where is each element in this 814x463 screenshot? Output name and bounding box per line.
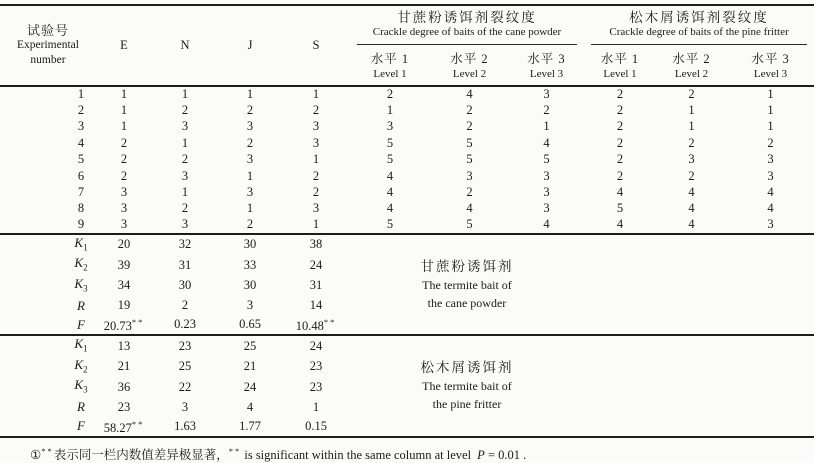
data-cell: 2 xyxy=(246,103,254,118)
footnote-en: is significant within the same column at level xyxy=(241,447,475,462)
data-cell: 3 xyxy=(246,185,254,200)
stat-value: 30 xyxy=(243,278,257,293)
data-cell: 2 xyxy=(312,185,320,200)
data-cell: 1 xyxy=(312,87,320,102)
row-number: 9 xyxy=(77,217,85,232)
col-header-en-line1: Experimental xyxy=(17,39,79,51)
significance-stars: ** xyxy=(228,445,242,456)
data-cell: 3 xyxy=(767,168,774,183)
data-cell: 3 xyxy=(312,119,320,134)
level-en: Level 3 xyxy=(753,68,788,80)
bait-group-label-en2: the cane powder xyxy=(427,295,507,310)
data-cell: 1 xyxy=(386,103,394,118)
data-cell: 2 xyxy=(616,168,624,183)
row-number: 8 xyxy=(77,201,85,216)
data-cell: 4 xyxy=(767,185,774,200)
data-cell: 5 xyxy=(466,152,473,167)
col-header-factor-E: E xyxy=(120,38,128,52)
data-cell: 4 xyxy=(616,185,624,200)
data-cell: 1 xyxy=(181,135,189,150)
stat-value: 39 xyxy=(117,257,131,272)
data-cell: 2 xyxy=(312,168,320,183)
data-cell: 1 xyxy=(181,185,189,200)
level-zh: 水平 1 xyxy=(370,52,410,66)
data-cell: 2 xyxy=(466,103,473,118)
data-cell: 1 xyxy=(688,103,695,118)
col-header-factor-J: J xyxy=(247,38,253,52)
bait-group-label-zh: 甘蔗粉诱饵剂 xyxy=(420,258,514,274)
significance-stars: ** xyxy=(323,317,337,328)
data-cell: 1 xyxy=(246,87,254,102)
data-cell: 4 xyxy=(688,217,695,232)
data-cell: 2 xyxy=(688,87,695,102)
data-cell: 3 xyxy=(688,152,695,167)
experiment-row xyxy=(0,201,814,217)
level-en: Level 3 xyxy=(529,68,564,80)
stat-value: 4 xyxy=(246,399,254,414)
row-number: 3 xyxy=(77,119,85,134)
data-cell: 2 xyxy=(120,135,128,150)
orthogonal-test-table xyxy=(0,4,814,438)
col-header-en-line2: number xyxy=(30,54,66,66)
footnote-p-symbol: P xyxy=(477,447,485,462)
group-header-cane-zh: 甘蔗粉诱饵剂裂纹度 xyxy=(397,9,537,25)
stat-row xyxy=(0,335,814,357)
data-cell: 1 xyxy=(120,87,128,102)
data-cell: 3 xyxy=(767,217,774,232)
significance-stars: ** xyxy=(131,418,145,429)
stat-value: 30 xyxy=(243,237,257,252)
level-en: Level 1 xyxy=(373,68,407,80)
data-cell: 1 xyxy=(120,103,128,118)
level-zh: 水平 1 xyxy=(600,52,640,66)
experiment-row xyxy=(0,102,814,118)
level-zh: 水平 3 xyxy=(751,52,790,66)
level-en: Level 2 xyxy=(452,68,487,80)
level-header-pine-1 xyxy=(584,48,656,86)
stat-value: 21 xyxy=(117,359,131,374)
stat-value: 0.15 xyxy=(305,418,327,433)
row-number: 4 xyxy=(77,135,85,150)
data-cell: 3 xyxy=(466,168,473,183)
stat-row-label: $K_1$ xyxy=(74,336,88,354)
stat-value: 19 xyxy=(117,298,131,313)
data-cell: 5 xyxy=(543,152,550,167)
level-header-pine-3 xyxy=(727,48,814,86)
empty-region xyxy=(584,234,814,336)
bait-group-label xyxy=(350,335,584,437)
level-zh: 水平 3 xyxy=(527,52,566,66)
footnote-circled-number: ① xyxy=(30,447,42,462)
stat-value: 22 xyxy=(178,379,192,394)
experiment-row xyxy=(0,168,814,184)
experiment-row xyxy=(0,217,814,233)
stat-value: 38 xyxy=(309,237,323,252)
data-cell: 4 xyxy=(466,201,473,216)
stat-value: 25 xyxy=(243,338,257,353)
col-header-zh: 试验号 xyxy=(26,23,69,38)
data-cell: 3 xyxy=(543,185,550,200)
data-cell: 3 xyxy=(386,119,394,134)
data-cell: 5 xyxy=(386,217,394,232)
data-cell: 5 xyxy=(386,152,394,167)
stat-value: 0.65 xyxy=(239,317,261,332)
data-cell: 2 xyxy=(616,103,624,118)
col-header-factor-S: S xyxy=(312,38,320,52)
stat-row xyxy=(0,234,814,256)
stat-value: 23 xyxy=(117,399,131,414)
data-cell: 4 xyxy=(386,168,394,183)
data-cell: 2 xyxy=(312,103,320,118)
footnote-p-value: = 0.01 . xyxy=(484,447,527,462)
data-cell: 4 xyxy=(543,135,550,150)
data-cell: 3 xyxy=(120,201,128,216)
stat-row-label: F xyxy=(77,418,85,434)
data-cell: 2 xyxy=(616,135,624,150)
data-cell: 3 xyxy=(181,217,189,232)
data-cell: 1 xyxy=(688,119,695,134)
stat-value: 14 xyxy=(309,298,323,313)
data-cell: 4 xyxy=(767,201,774,216)
data-cell: 3 xyxy=(312,201,320,216)
stat-value: 24 xyxy=(309,257,323,272)
data-cell: 2 xyxy=(386,87,394,102)
data-cell: 1 xyxy=(312,217,320,232)
stat-value: 31 xyxy=(178,257,192,272)
significance-stars: ** xyxy=(41,445,54,456)
data-cell: 3 xyxy=(120,185,128,200)
data-cell: 3 xyxy=(246,152,254,167)
level-zh: 水平 2 xyxy=(450,52,489,66)
data-cell: 1 xyxy=(767,119,774,134)
data-cell: 1 xyxy=(246,168,254,183)
data-cell: 4 xyxy=(386,201,394,216)
group-header-pine-fritter xyxy=(584,5,814,48)
data-cell: 2 xyxy=(120,168,128,183)
stat-value: 58.27** xyxy=(103,418,145,435)
footnote-zh: 表示同一栏内数值差异极显著， xyxy=(53,447,229,462)
table-header xyxy=(0,5,814,86)
col-header-experimental-number xyxy=(0,5,96,86)
data-cell: 4 xyxy=(688,185,695,200)
row-number: 2 xyxy=(77,103,85,118)
summary-block-cane xyxy=(0,234,814,336)
data-cell: 2 xyxy=(246,217,254,232)
experiment-row xyxy=(0,135,814,151)
level-header-pine-2 xyxy=(656,48,727,86)
experiment-rows xyxy=(0,86,814,234)
stat-value: 20 xyxy=(117,237,131,252)
data-cell: 2 xyxy=(688,135,695,150)
data-cell: 3 xyxy=(312,135,320,150)
level-header-cane-2 xyxy=(430,48,509,86)
experiment-row xyxy=(0,152,814,168)
data-cell: 3 xyxy=(246,119,254,134)
data-cell: 3 xyxy=(543,168,550,183)
data-cell: 4 xyxy=(386,185,394,200)
data-cell: 2 xyxy=(181,201,189,216)
group-header-cane-en: Crackle degree of baits of the cane powder xyxy=(372,25,562,38)
data-cell: 5 xyxy=(386,135,394,150)
data-cell: 2 xyxy=(616,119,624,134)
row-number: 5 xyxy=(77,152,85,167)
stat-value: 31 xyxy=(309,278,323,293)
data-cell: 1 xyxy=(246,201,254,216)
stat-value: 24 xyxy=(243,379,257,394)
data-cell: 1 xyxy=(120,119,128,134)
data-cell: 1 xyxy=(767,103,774,118)
stat-value: 10.48** xyxy=(295,317,337,334)
bait-group-label-zh: 松木屑诱饵剂 xyxy=(420,360,514,376)
bait-group-label-en1: The termite bait of xyxy=(422,277,512,292)
data-cell: 4 xyxy=(543,217,550,232)
data-cell: 2 xyxy=(466,185,473,200)
stat-row-label: F xyxy=(77,316,85,332)
row-number: 6 xyxy=(77,168,85,183)
paper-table-scan xyxy=(0,4,814,462)
stat-value: 32 xyxy=(178,237,192,252)
data-cell: 3 xyxy=(181,119,189,134)
level-en: Level 1 xyxy=(603,68,637,80)
summary-block-pine xyxy=(0,335,814,437)
experiment-row xyxy=(0,184,814,200)
stat-row-label: $K_2$ xyxy=(74,255,88,273)
row-number: 1 xyxy=(77,87,85,102)
data-cell: 1 xyxy=(767,87,774,102)
level-header-cane-1 xyxy=(350,48,430,86)
significance-stars: ** xyxy=(131,317,145,328)
data-cell: 4 xyxy=(466,87,473,102)
data-cell: 1 xyxy=(543,119,550,134)
data-cell: 2 xyxy=(616,152,624,167)
group-header-cane-powder xyxy=(350,5,584,48)
stat-value: 34 xyxy=(117,278,131,293)
stat-value: 23 xyxy=(178,338,192,353)
stat-row-label: $K_2$ xyxy=(74,356,88,375)
data-cell: 2 xyxy=(246,135,254,150)
level-zh: 水平 2 xyxy=(672,52,711,66)
data-cell: 3 xyxy=(767,152,774,167)
stat-value: 1.77 xyxy=(239,418,261,433)
stat-row-label: $K_1$ xyxy=(74,234,88,253)
bait-group-label-en1: The termite bait of xyxy=(422,379,512,394)
level-en: Level 2 xyxy=(674,68,709,80)
stat-value: 20.73** xyxy=(103,317,145,334)
data-cell: 4 xyxy=(616,217,624,232)
stat-value: 23 xyxy=(309,359,323,374)
experiment-row xyxy=(0,86,814,102)
experiment-row xyxy=(0,119,814,135)
stat-row-label: R xyxy=(77,399,85,415)
footnote xyxy=(0,438,814,463)
stat-value: 21 xyxy=(243,359,257,374)
data-cell: 1 xyxy=(312,152,320,167)
data-cell: 5 xyxy=(616,201,624,216)
data-cell: 3 xyxy=(543,201,550,216)
data-cell: 2 xyxy=(616,87,624,102)
data-cell: 1 xyxy=(181,87,189,102)
data-cell: 5 xyxy=(466,217,473,232)
data-cell: 5 xyxy=(466,135,473,150)
data-cell: 2 xyxy=(767,135,774,150)
stat-value: 2 xyxy=(181,298,189,313)
level-header-cane-3 xyxy=(509,48,584,86)
group-header-pine-en: Crackle degree of baits of the pine fritter xyxy=(609,25,789,38)
data-cell: 2 xyxy=(181,103,189,118)
stat-row-label: $K_3$ xyxy=(74,377,88,395)
data-cell: 4 xyxy=(688,201,695,216)
stat-value: 30 xyxy=(178,278,192,293)
data-cell: 2 xyxy=(688,168,695,183)
data-cell: 3 xyxy=(181,168,189,183)
stat-value: 23 xyxy=(309,379,323,394)
data-cell: 3 xyxy=(120,217,128,232)
bait-group-label xyxy=(350,234,584,336)
group-header-pine-zh: 松木屑诱饵剂裂纹度 xyxy=(629,9,769,25)
stat-value: 13 xyxy=(117,338,131,353)
stat-value: 0.23 xyxy=(174,317,196,332)
stat-value: 33 xyxy=(243,257,257,272)
stat-row-label: $K_3$ xyxy=(74,275,88,294)
data-cell: 3 xyxy=(543,87,550,102)
data-cell: 2 xyxy=(543,103,550,118)
empty-region xyxy=(584,335,814,437)
data-cell: 2 xyxy=(181,152,189,167)
row-number: 7 xyxy=(77,185,85,200)
stat-value: 1.63 xyxy=(174,418,196,433)
stat-value: 3 xyxy=(181,399,189,414)
stat-value: 1 xyxy=(312,399,320,414)
stat-row-label: R xyxy=(77,297,85,313)
col-header-factor-N: N xyxy=(180,38,190,52)
stat-value: 3 xyxy=(246,298,254,313)
data-cell: 2 xyxy=(466,119,473,134)
stat-value: 25 xyxy=(178,359,192,374)
bait-group-label-en2: the pine fritter xyxy=(432,397,502,412)
stat-value: 24 xyxy=(309,338,323,353)
data-cell: 2 xyxy=(120,152,128,167)
stat-value: 36 xyxy=(117,379,131,394)
